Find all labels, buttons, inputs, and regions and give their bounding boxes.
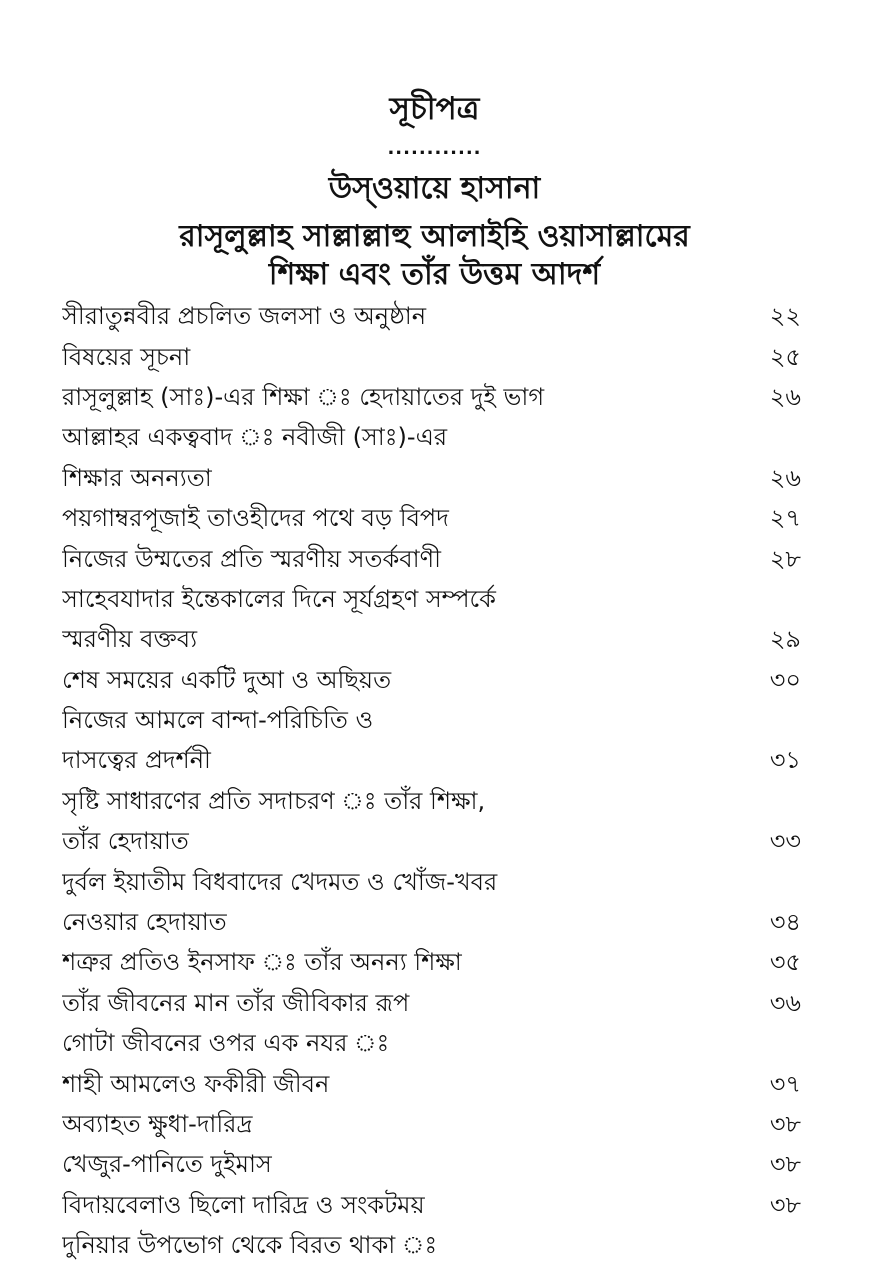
toc-entry [62,944,807,984]
toc-entry-page-number: ২৬ [769,463,801,492]
toc-entry-title: শত্রুর প্রতিও ইনসাফ ঃ তাঁর অনন্য শিক্ষা [62,948,462,977]
toc-entry-title: গোটা জীবনের ওপর এক নযর ঃ [62,1029,390,1058]
toc-entry-title: খেজুর-পানিতে দুইমাস [62,1150,272,1179]
toc-entry [62,985,807,1025]
toc-entry [62,581,807,621]
toc-entry-page-number: ২২ [769,302,801,331]
toc-entry-page-number: ৩৮ [769,1150,801,1179]
toc-entry-page-number: ৩৮ [769,1190,801,1219]
toc-entry-page-number: ২৯ [769,625,801,654]
toc-entry [62,419,807,459]
toc-entry-title: আল্লাহর একত্ববাদ ঃ নবীজী (সাঃ)-এর [62,423,448,452]
toc-entry [62,540,807,580]
section-heading-line-2: রাসূলুল্লাহ সাল্লাল্লাহু আলাইহি ওয়াসাল্লামের [179,219,690,254]
toc-entry-title: নিজের আমলে বান্দা-পরিচিতি ও [62,706,374,735]
toc-entry-title: নিজের উম্মতের প্রতি স্মরণীয় সতর্কবাণী [62,544,442,573]
toc-entry-page-number: ৩৩ [769,827,801,856]
toc-entry-title: শাহী আমলেও ফকীরী জীবন [62,1069,330,1098]
toc-entry [62,904,807,944]
toc-entry [62,621,807,661]
toc-entry-title: অব্যাহত ক্ষুধা-দারিদ্র [62,1110,253,1138]
toc-entry-page-number: ৩৪ [769,908,801,937]
toc-entry-title: সাহেবযাদার ইন্তেকালের দিনে সূর্যগ্রহণ সম্পর্কে [62,584,496,613]
toc-entry [62,1187,807,1227]
toc-entry-page-number: ২৬ [769,382,801,411]
toc-entry-title: স্মরণীয় বক্তব্য [62,625,198,654]
toc-entry-title: তাঁর হেদায়াত [62,827,189,856]
toc-entry [62,500,807,540]
toc-entry-title: দুনিয়ার উপভোগ থেকে বিরত থাকা ঃ [62,1231,438,1260]
toc-entry [62,1227,807,1267]
toc-entry-title: সীরাতুন্নবীর প্রচলিত জলসা ও অনুষ্ঠান [62,302,427,331]
toc-entry [62,662,807,702]
toc-entry-title: বিষয়ের সূচনা [62,342,191,371]
toc-entry [62,460,807,500]
toc-entry [62,863,807,903]
section-heading-line-3: শিক্ষা এবং তাঁর উত্তম আদর্শ [268,257,601,292]
toc-entry-page-number: ৩৮ [769,1110,801,1138]
table-of-contents [62,298,807,1267]
toc-entry [62,1065,807,1105]
toc-entry-page-number: ৩৭ [769,1069,801,1098]
toc-entry-page-number: ৩৬ [769,988,801,1017]
toc-entry [62,702,807,742]
toc-entry [62,298,807,338]
toc-entry-page-number: ২৮ [769,544,801,573]
toc-entry-page-number: ৩০ [769,665,801,694]
toc-entry [62,1146,807,1186]
toc-entry-title: রাসূলুল্লাহ (সাঃ)-এর শিক্ষা ঃ হেদায়াতের দুই ভাগ [62,382,545,411]
title-underline: ............ [387,138,482,159]
toc-entry-title: দুর্বল ইয়াতীম বিধবাদের খেদমত ও খোঁজ-খবর [62,867,498,896]
toc-entry-page-number: ৩৫ [769,948,801,977]
toc-entry-page-number: ২৫ [769,342,801,371]
toc-entry [62,338,807,378]
toc-entry [62,742,807,782]
toc-entry [62,1025,807,1065]
section-heading-line-1: উস্‌ওয়ায়ে হাসানা [328,171,541,206]
page-title: সূচীপত্র [389,91,480,127]
toc-entry-title: পয়গাম্বরপূজাই তাওহীদের পথে বড় বিপদ [62,504,449,533]
toc-entry-page-number: ৩১ [769,746,801,775]
toc-entry [62,379,807,419]
toc-entry-title: শেষ সময়ের একটি দুআ ও অছিয়ত [62,665,392,694]
toc-entry [62,783,807,823]
toc-entry-title: সৃষ্টি সাধারণের প্রতি সদাচরণ ঃ তাঁর শিক্ষা, [62,786,486,815]
toc-entry-title: তাঁর জীবনের মান তাঁর জীবিকার রূপ [62,988,410,1017]
toc-entry [62,1106,807,1146]
toc-entry-title: দাসত্বের প্রদর্শনী [62,746,211,775]
toc-entry [62,823,807,863]
toc-entry-title: নেওয়ার হেদায়াত [62,908,227,937]
toc-entry-title: শিক্ষার অনন্যতা [62,463,212,492]
toc-entry-page-number: ২৭ [769,504,801,533]
toc-entry-title: বিদায়বেলাও ছিলো দারিদ্র ও সংকটময় [62,1190,425,1219]
